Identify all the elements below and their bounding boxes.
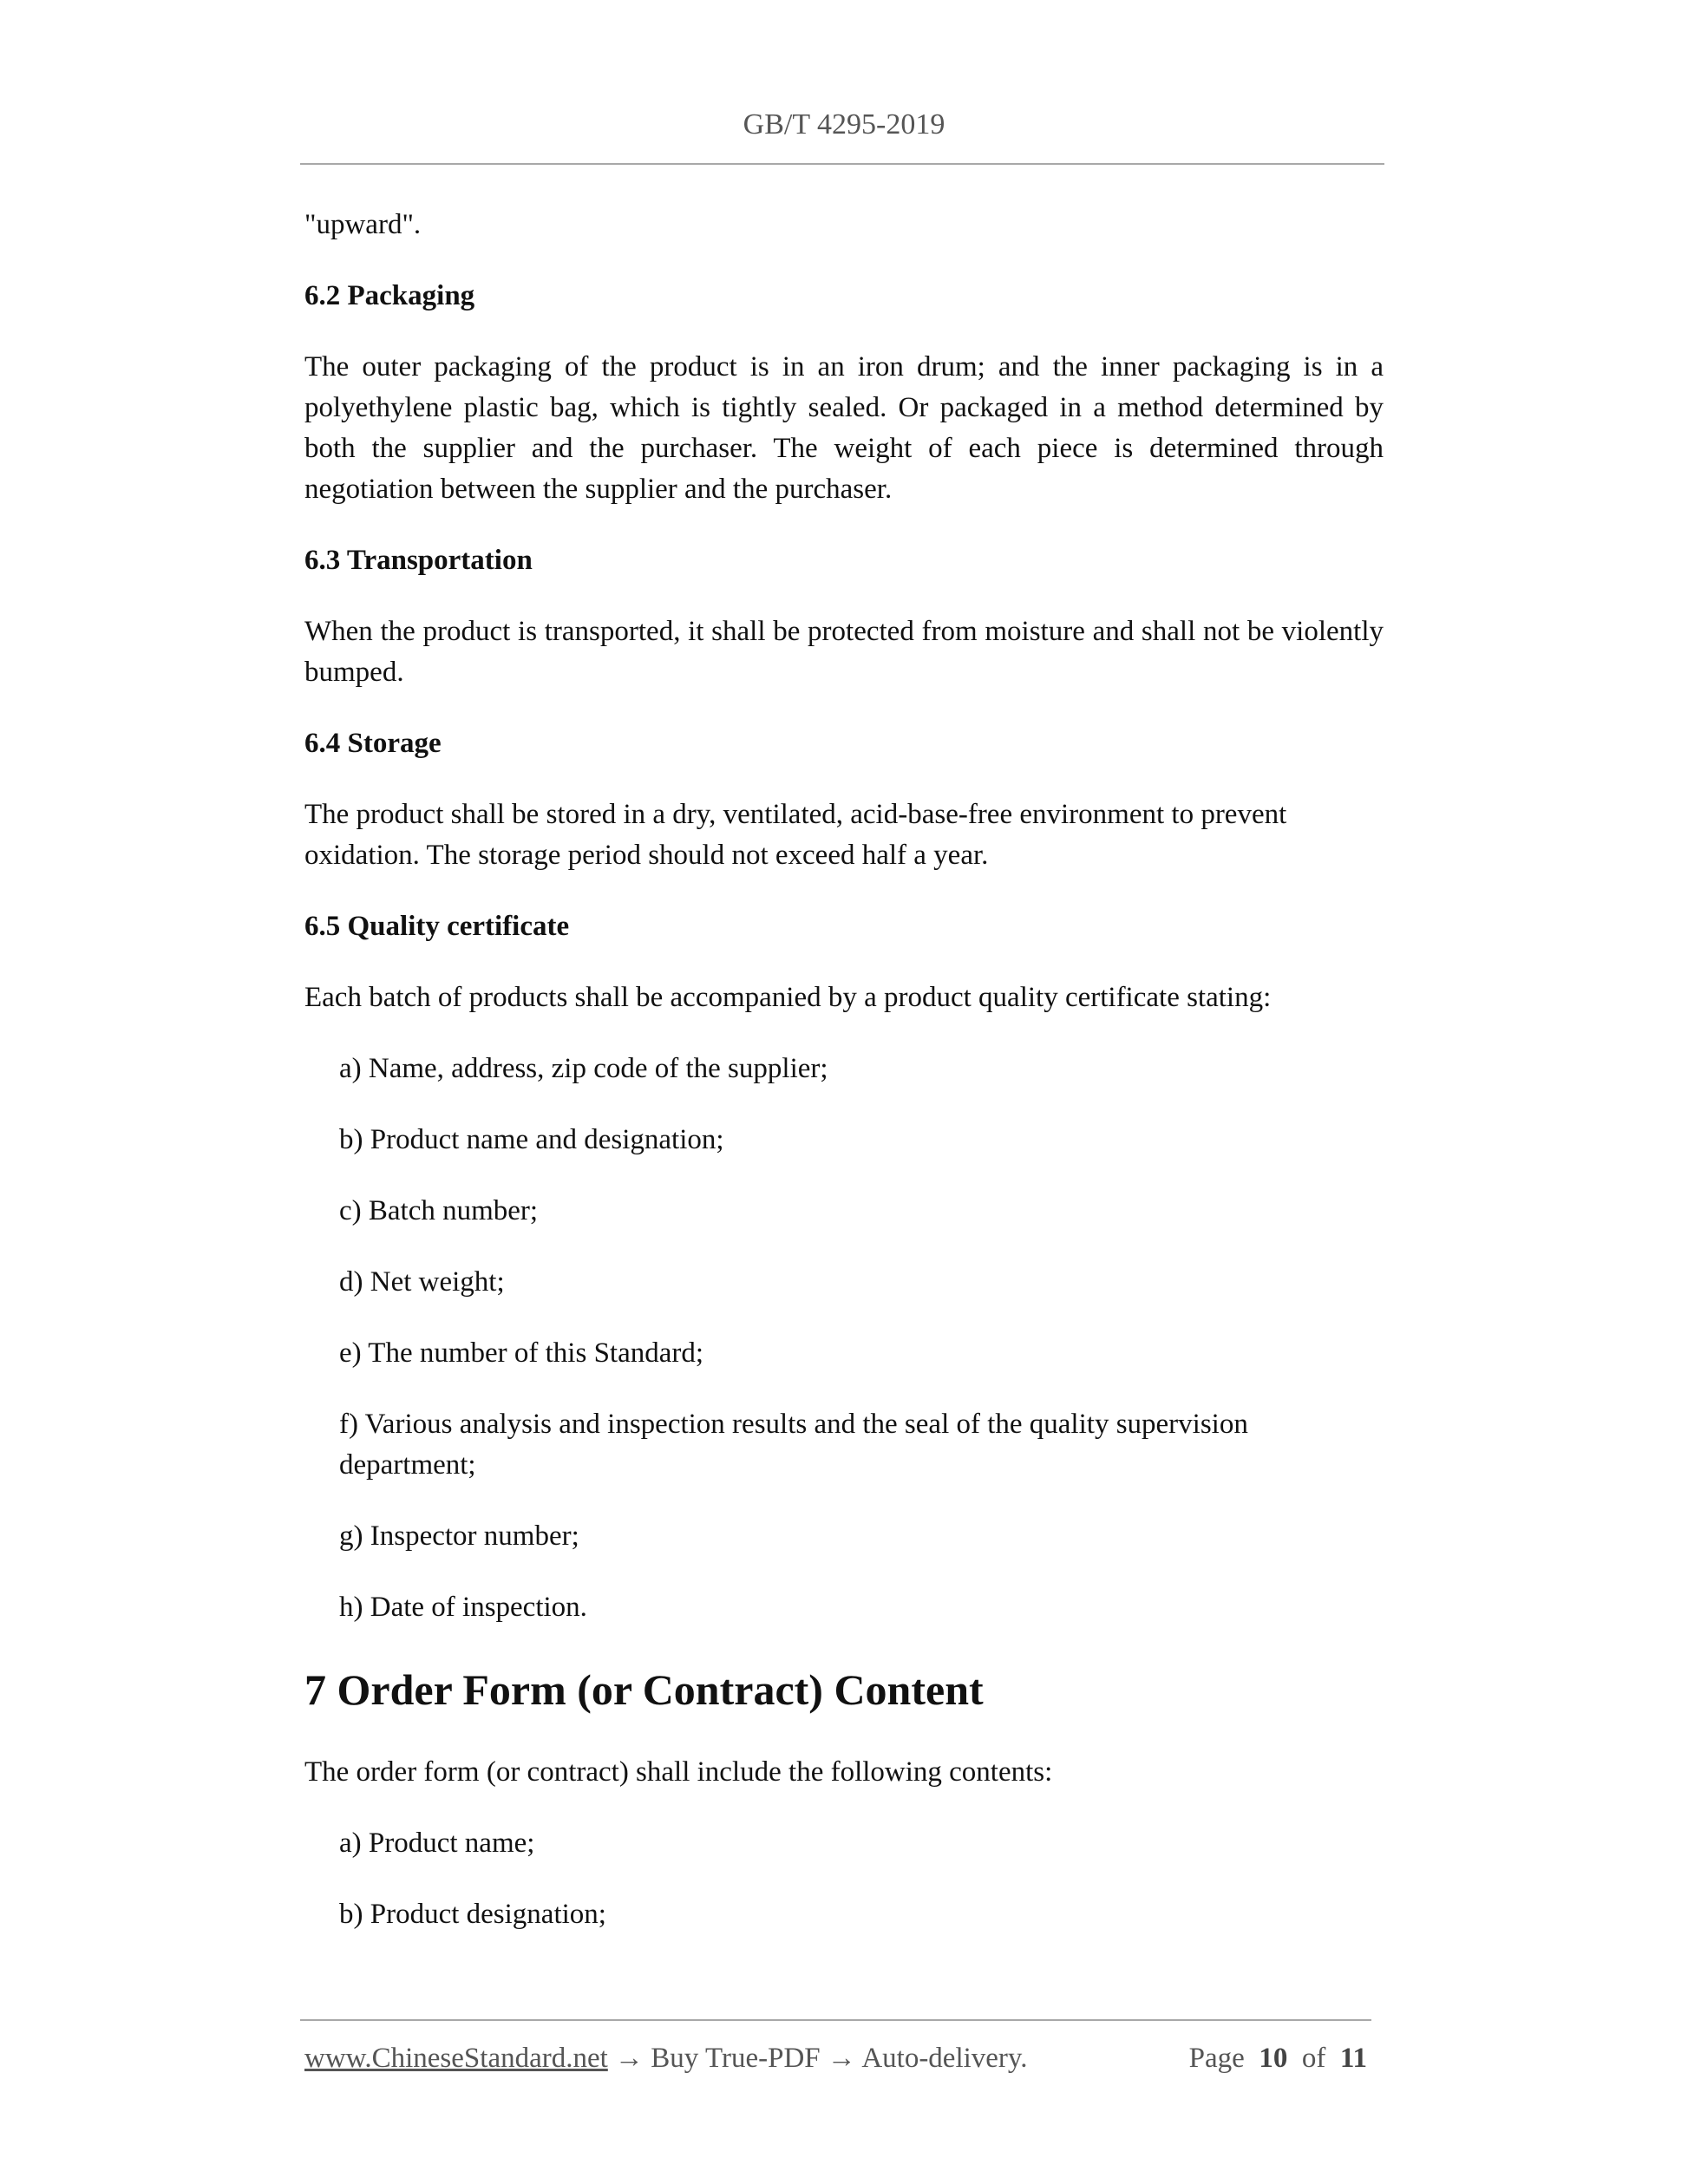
paragraph-transportation: When the product is transported, it shall be protected from moisture and shall not be violently bumped.	[304, 616, 1384, 688]
list-item: d) Net weight;	[339, 1266, 505, 1298]
running-header-title: GB/T 4295-2019	[743, 108, 945, 141]
paragraph-order-form-intro: The order form (or contract) shall include the following contents:	[304, 1756, 1053, 1788]
arrow-right-icon: →	[827, 2043, 856, 2074]
section-heading-transportation: 6.3 Transportation	[304, 545, 533, 576]
list-item: f) Various analysis and inspection results and the seal of the quality supervision department;	[339, 1409, 1248, 1481]
document-body	[304, 205, 1384, 1965]
total-pages-number: 11	[1339, 2043, 1367, 2074]
list-item: g) Inspector number;	[339, 1520, 579, 1552]
section-heading-quality-certificate: 6.5 Quality certificate	[304, 911, 570, 942]
buy-pdf-text: Buy True-PDF	[651, 2043, 821, 2074]
page-indicator	[1189, 2043, 1367, 2075]
page-label: Page	[1188, 2043, 1245, 2074]
current-page-number: 10	[1259, 2043, 1288, 2074]
of-label: of	[1301, 2043, 1326, 2074]
continued-text: "upward".	[304, 209, 422, 240]
arrow-right-icon: →	[615, 2043, 644, 2074]
list-item: h) Date of inspection.	[339, 1592, 587, 1623]
list-item: c) Batch number;	[339, 1195, 539, 1226]
footer-divider	[300, 2019, 1371, 2021]
paragraph-quality-certificate-intro: Each batch of products shall be accompanied by a product quality certificate stating:	[304, 982, 1272, 1013]
footer-promo	[304, 2043, 1028, 2075]
list-item: a) Product name;	[339, 1828, 535, 1859]
list-item: a) Name, address, zip code of the supplier;	[339, 1053, 828, 1084]
section-heading-storage: 6.4 Storage	[304, 728, 442, 759]
paragraph-packaging: The outer packaging of the product is in an iron drum; and the inner packaging is in a polyethylene plastic bag, which is tightly sealed. Or packaged in a method determined by both the supplier and the purchaser. The weight of each piece is determined through negotiation between the supplier and the purchaser.	[304, 351, 1384, 505]
auto-delivery-text: Auto-delivery.	[861, 2043, 1028, 2074]
list-item: e) The number of this Standard;	[339, 1337, 704, 1369]
list-item: b) Product name and designation;	[339, 1124, 724, 1155]
paragraph-storage: The product shall be stored in a dry, ventilated, acid-base-free environment to prevent oxidation. The storage period should not exceed half a year.	[304, 799, 1287, 871]
chapter-heading-order-form: 7 Order Form (or Contract) Content	[304, 1665, 984, 1714]
website-link[interactable]: www.ChineseStandard.net	[304, 2043, 608, 2074]
list-item: b) Product designation;	[339, 1899, 606, 1930]
section-heading-packaging: 6.2 Packaging	[304, 280, 475, 311]
header-divider	[300, 163, 1384, 165]
